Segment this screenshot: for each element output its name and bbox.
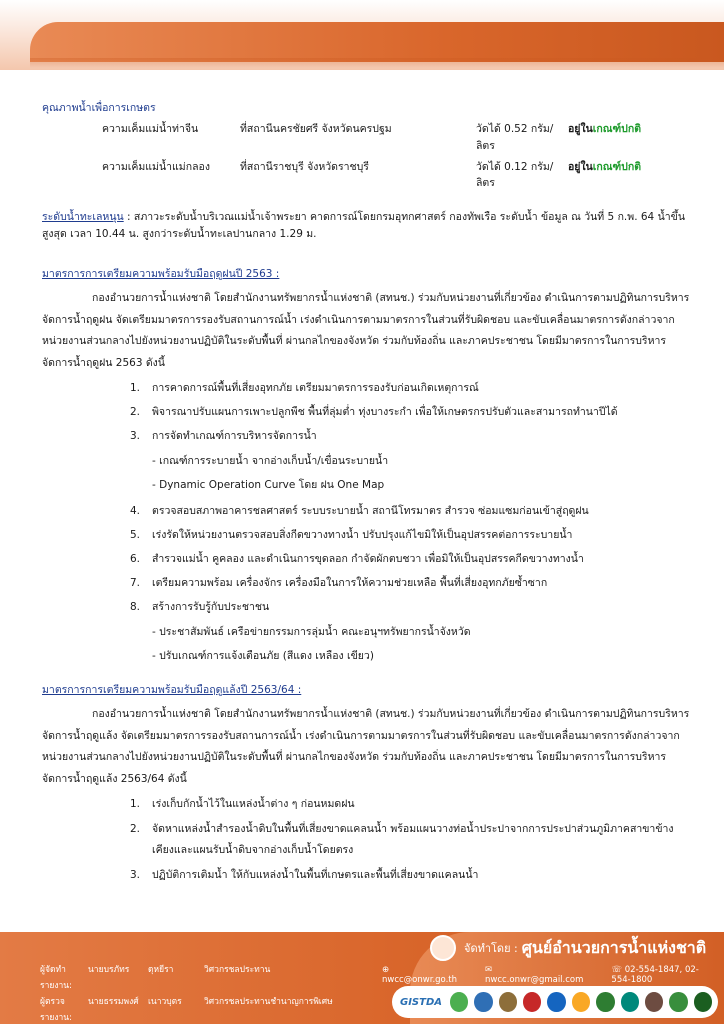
partner-logo-icon — [694, 992, 712, 1012]
list-item: 1. การคาดการณ์พื้นที่เสี่ยงอุทกภัย เตรียมมาตรการรองรับก่อนเกิดเหตุการณ์ — [130, 382, 479, 395]
partner-logos — [392, 986, 718, 1018]
partner-logo-icon — [621, 992, 639, 1012]
list-item: 3. ปฏิบัติการเติมน้ำ ให้กับแหล่งน้ำในพื้นที่เกษตรและพื้นที่เสี่ยงขาดแคลนน้ำ — [130, 869, 479, 882]
main-content — [42, 100, 692, 668]
list-item: 2. พิจารณาปรับแผนการเพาะปลูกพืช พื้นที่ลุ่มต่ำ ทุ่งบางระกำ เพื่อให้เกษตรกรปรับตัวและสามารถทำนาปีได้ — [130, 406, 618, 419]
salinity-name: ความเค็มแม่น้ำแม่กลอง — [102, 160, 210, 173]
list-item: 4. ตรวจสอบสภาพอาคารชลศาสตร์ ระบบระบายน้ำ สถานีโทรมาตร สำรวจ ซ่อมแซมก่อนเข้าสู่ฤดูฝน — [130, 504, 589, 517]
salinity-name: ความเค็มแม่น้ำท่าจีน — [102, 123, 199, 136]
partner-logo-icon — [474, 992, 492, 1012]
phone-contact: ☏ 02-554-1847, 02-554-1800 — [611, 965, 699, 985]
web-contact[interactable]: ⊕ nwcc@onwr.go.th — [382, 965, 458, 985]
made-by-label: จัดทำโดย : — [464, 942, 518, 955]
rainy-season-intro: กองอำนวยการน้ำแห่งชาติ โดยสำนักงานทรัพยากรน้ำแห่งชาติ (สทนช.) ร่วมกับหน่วยงานที่เกี่ยวข้อง ดำเนินการตามปฏิทินการบริหารจัดการน้ำฤดูฝน จัดเตรียมมาตรการรองรับสถานการณ์น้ำ เร่งดำเนินการตามมาตรการในส่วนที่รับผิดชอบ และขับเคลื่อนมาตรการดังกล่าวจากหน่วยงานส่วนกลางไปยังหน่วยงานปฏิบัติในระดับพื้นที่ ผ่านกลไกของจังหวัด ร่วมกับท้องถิ่น และภาคประชาชน โดยมีมาตรการในการบริหารจัดการน้ำฤดูฝน 2563 ดังนี้ — [42, 292, 690, 369]
list-item: 2. จัดหาแหล่งน้ำสำรองน้ำดิบในพื้นที่เสี่ยงขาดแคลนน้ำ พร้อมแผนวางท่อน้ำประปาจากการประปาส่วนภูมิภาคสาขาข้างเคียงและแผนรับน้ำดิบจากอ่างเก็บน้ำโดยตรง — [130, 823, 674, 857]
dry-season-title: มาตรการการเตรียมความพร้อมรับมือฤดูแล้งปี 2563/64 : — [42, 684, 302, 696]
rainy-measures-list — [130, 376, 692, 448]
salinity-place: ที่สถานีนครชัยศรี จังหวัดนครปฐม — [240, 123, 392, 136]
sea-level-lead: ระดับน้ำทะเลหนุน — [42, 211, 124, 224]
rainy-season-title: มาตรการการเตรียมความพร้อมรับมือฤดูฝนปี 2563 : — [42, 267, 280, 280]
salinity-measure: วัดได้ 0.52 กรัม/ลิตร — [476, 123, 554, 152]
partner-logo-icon — [547, 992, 565, 1012]
sub-item: - Dynamic Operation Curve โดย ฝน One Map — [152, 478, 385, 491]
salinity-status: อยู่ในเกณฑ์ปกติ — [568, 123, 642, 136]
partner-logo-icon — [572, 992, 590, 1012]
partner-logo-icon — [450, 992, 468, 1012]
salinity-measure: วัดได้ 0.12 กรัม/ลิตร — [476, 160, 554, 190]
salinity-row — [42, 121, 692, 154]
org-name: ศูนย์อำนวยการน้ำแห่งชาติ — [521, 937, 707, 957]
salinity-status: อยู่ในเกณฑ์ปกติ — [568, 160, 642, 173]
sea-level-text: : สภาวะระดับน้ำบริเวณแม่น้ำเจ้าพระยา คาดการณ์โดยกรมอุทกศาสตร์ กองทัพเรือ ระดับน้ำ ข้อมูล ณ วันที่ 5 ก.พ. 64 น้ำขึ้นสูงสุด เวลา 10.44 น. สูงกว่าระดับน้ำทะเลปานกลาง 1.29 ม. — [42, 211, 685, 240]
org-brand — [430, 935, 706, 961]
quality-heading: คุณภาพน้ำเพื่อการเกษตร — [42, 102, 156, 114]
list-item: 1. เร่งเก็บกักน้ำไว้ในแหล่งน้ำต่าง ๆ ก่อนหมดฝน — [130, 798, 355, 811]
partner-logo-icon — [596, 992, 614, 1012]
list-item: 7. เตรียมความพร้อม เครื่องจักร เครื่องมือในการให้ความช่วยเหลือ พื้นที่เสี่ยงอุทกภัยซ้ำซาก — [130, 577, 548, 590]
report-credits — [40, 962, 333, 1024]
rainy-measures-list — [130, 499, 692, 620]
partner-logo-icon — [645, 992, 663, 1012]
header-shadow — [30, 58, 724, 68]
sub-item: - ปรับเกณฑ์การแจ้งเตือนภัย (สีแดง เหลือง เขียว) — [152, 649, 374, 662]
list-item: 8. สร้างการรับรู้กับประชาชน — [130, 601, 270, 614]
credit-row: ผู้จัดทำรายงาน: นายบรภัทร ดุหยีรา วิศวกรชลประทาน — [40, 965, 271, 992]
partner-logo-icon — [499, 992, 517, 1012]
partner-logo-icon — [523, 992, 541, 1012]
mail-contact[interactable]: ✉ nwcc.onwr@gmail.com — [485, 965, 584, 985]
dry-season-section — [42, 682, 692, 886]
list-item: 5. เร่งรัดให้หน่วยงานตรวจสอบสิ่งกีดขวางทางน้ำ ปรับปรุงแก้ไขมิให้เป็นอุปสรรคต่อการระบายน้ำ — [130, 529, 573, 542]
list-item: 3. การจัดทำเกณฑ์การบริหารจัดการน้ำ — [130, 430, 317, 443]
dry-season-intro: กองอำนวยการน้ำแห่งชาติ โดยสำนักงานทรัพยากรน้ำแห่งชาติ (สทนช.) ร่วมกับหน่วยงานที่เกี่ยวข้อง ดำเนินการตามปฏิทินการบริหารจัดการน้ำฤดูแล้ง จัดเตรียมมาตรการรองรับสถานการณ์น้ำ เร่งดำเนินการตามมาตรการในส่วนที่รับผิดชอบ และขับเคลื่อนมาตรการดังกล่าวจากหน่วยงานส่วนกลางไปยังหน่วยงานปฏิบัติในระดับพื้นที่ ผ่านกลไกของจังหวัด ร่วมกับท้องถิ่น และภาคประชาชน โดยมีมาตรการในการบริหารจัดการน้ำฤดูแล้ง 2563/64 ดังนี้ — [42, 708, 690, 785]
sub-item: - เกณฑ์การระบายน้ำ จากอ่างเก็บน้ำ/เขื่อนระบายน้ำ — [152, 454, 389, 467]
salinity-row — [42, 159, 692, 192]
gistda-logo: GISTDA — [400, 996, 442, 1008]
sea-level-paragraph — [42, 209, 692, 242]
list-item: 6. สำรวจแม่น้ำ คูคลอง และดำเนินการขุดลอก กำจัดผักตบชวา เพื่อมิให้เป็นอุปสรรคกีดขวางทางน้ำ — [130, 553, 584, 566]
contact-bar — [382, 965, 724, 985]
partner-logo-icon — [669, 992, 687, 1012]
salinity-place: ที่สถานีราชบุรี จังหวัดราชบุรี — [240, 160, 369, 173]
credit-row: ผู้ตรวจรายงาน: นายธรรมพงศ์ เนาวบุตร วิศวกรชลประทานชำนาญการพิเศษ — [40, 997, 333, 1024]
header-stripe — [30, 22, 724, 62]
dry-measures-list — [130, 794, 692, 886]
sub-item: - ประชาสัมพันธ์ เครือข่ายกรรมการลุ่มน้ำ คณะอนุฯทรัพยากรน้ำจังหวัด — [152, 625, 471, 638]
nwcc-logo-icon — [430, 935, 456, 961]
